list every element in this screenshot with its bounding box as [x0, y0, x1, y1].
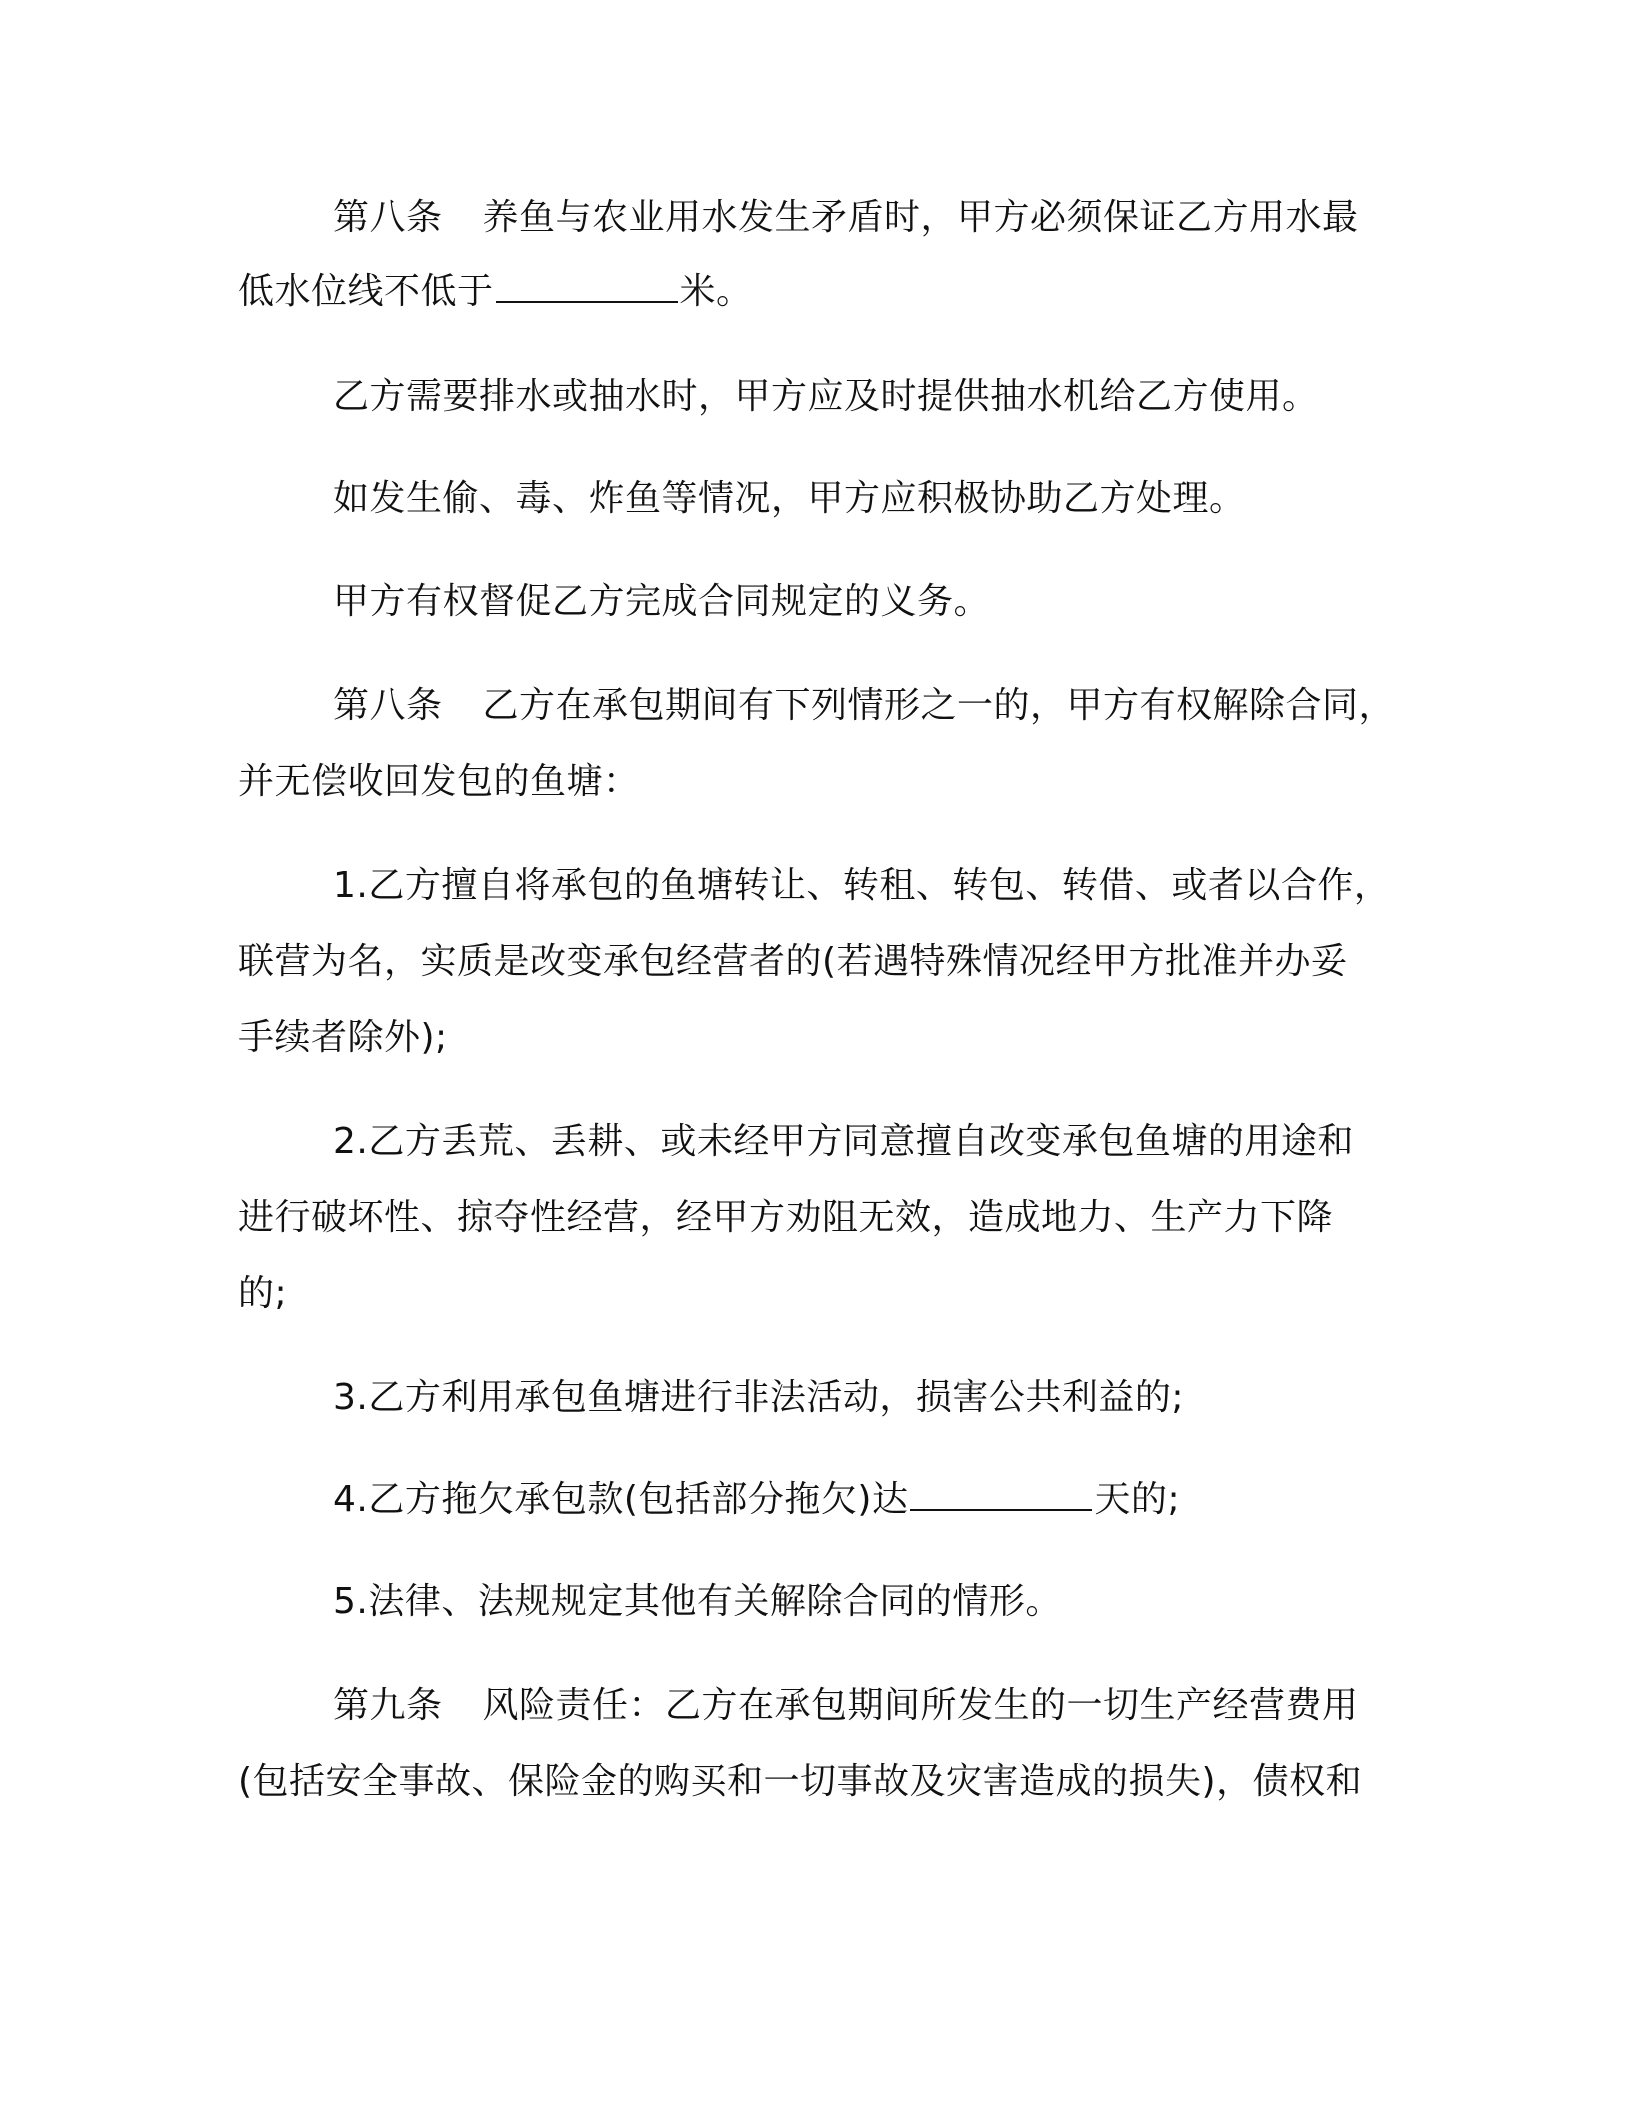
item-5: 5.法律、法规规定其他有关解除合同的情形。: [333, 1581, 1062, 1622]
item-2-line-3: 的;: [238, 1273, 288, 1314]
min-water-level-blank: [496, 271, 678, 303]
article-8a-text: 养鱼与农业用水发生矛盾时，甲方必须保证乙方用水最: [482, 197, 1359, 238]
article-8a-label: 第八条: [333, 197, 443, 238]
paragraph-pump: 乙方需要排水或抽水时，甲方应及时提供抽水机给乙方使用。: [333, 376, 1319, 417]
article-8b-line-2: 并无偿收回发包的鱼塘：: [238, 761, 640, 802]
article-8b-text: 乙方在承包期间有下列情形之一的，甲方有权解除合同，: [482, 685, 1396, 726]
paragraph-supervise: 甲方有权督促乙方完成合同规定的义务。: [333, 581, 991, 622]
article-9-line-1: [333, 1684, 1359, 1728]
article-8a-line-2: 低水位线不低于 米。: [238, 271, 753, 312]
item-4: 4.乙方拖欠承包款(包括部分拖欠)达 天的;: [333, 1479, 1181, 1520]
article-8a-line-1: [333, 196, 1359, 240]
item-1-line-2: 联营为名，实质是改变承包经营者的(若遇特殊情况经甲方批准并办妥: [238, 941, 1348, 982]
item-1-line-1: 1.乙方擅自将承包的鱼塘转让、转租、转包、转借、或者以合作，: [333, 865, 1391, 906]
item-2-line-1: 2.乙方丢荒、丢耕、或未经甲方同意擅自改变承包鱼塘的用途和: [333, 1121, 1354, 1162]
article-8b-label: 第八条: [333, 685, 443, 726]
article-9-line-2: (包括安全事故、保险金的购买和一切事故及灾害造成的损失)，债权和: [238, 1761, 1363, 1802]
article-9-label: 第九条: [333, 1685, 443, 1726]
paragraph-theft: 如发生偷、毒、炸鱼等情况，甲方应积极协助乙方处理。: [333, 478, 1246, 519]
item-1-line-3: 手续者除外);: [238, 1017, 448, 1058]
item-2-line-2: 进行破坏性、掠夺性经营，经甲方劝阻无效，造成地力、生产力下降: [238, 1197, 1334, 1238]
article-9-text: 风险责任：乙方在承包期间所发生的一切生产经营费用: [482, 1685, 1359, 1726]
article-8b-line-1: [333, 684, 1395, 728]
overdue-days-blank: [910, 1479, 1092, 1511]
item-3: 3.乙方利用承包鱼塘进行非法活动，损害公共利益的;: [333, 1377, 1184, 1418]
